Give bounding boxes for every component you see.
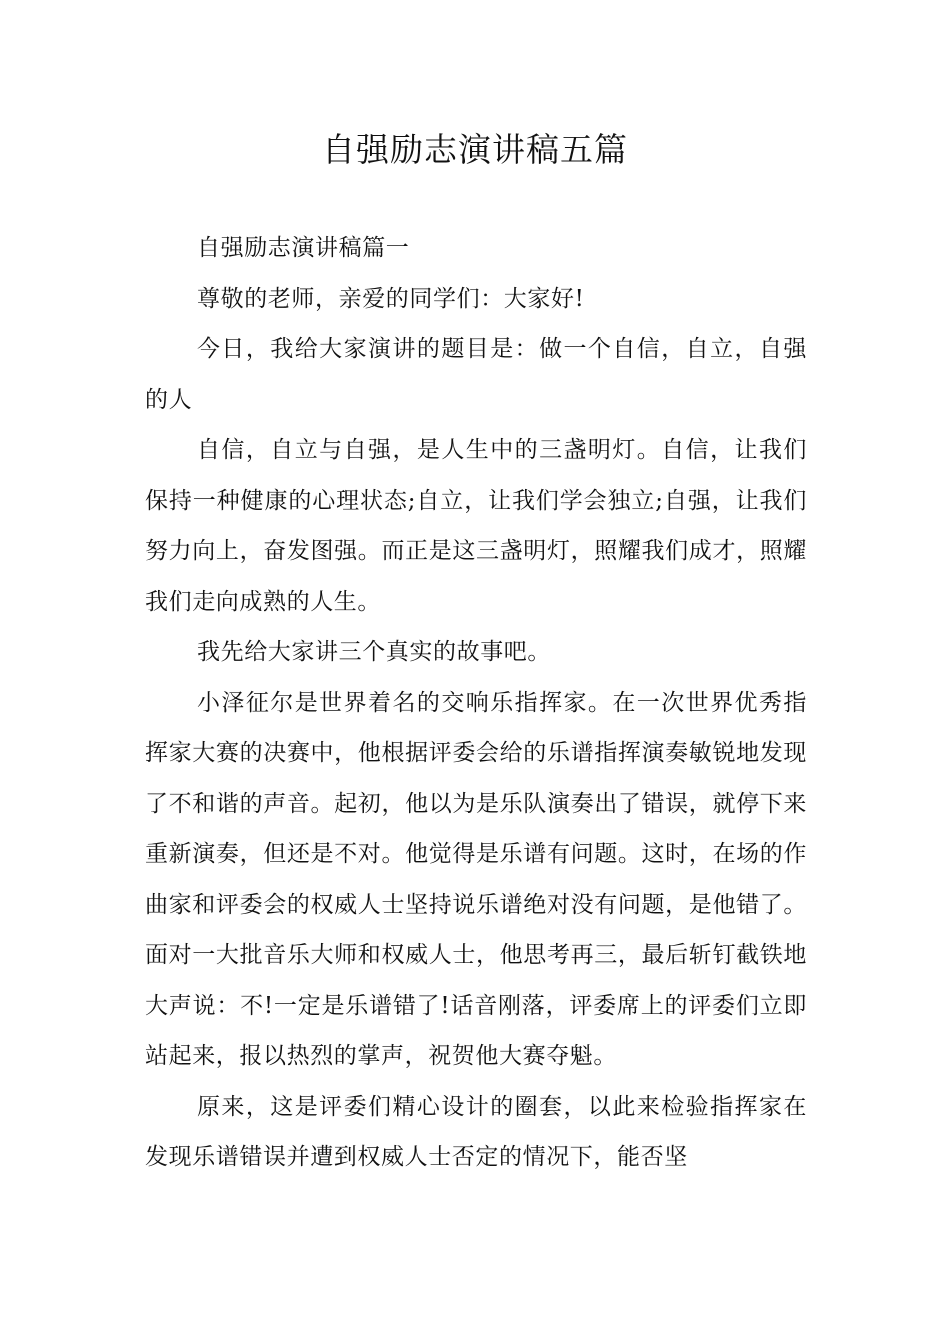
- body-paragraph: 今日，我给大家演讲的题目是：做一个自信，自立，自强的人: [145, 336, 807, 413]
- salutation-paragraph: 尊敬的老师，亲爱的同学们：大家好!: [197, 285, 585, 312]
- body-paragraph: 原来，这是评委们精心设计的圈套，以此来检验指挥家在发现乐谱错误并遭到权威人士否定的情况下，能否坚: [145, 1093, 807, 1170]
- body-paragraph: 小泽征尔是世界着名的交响乐指挥家。在一次世界优秀指挥家大赛的决赛中，他根据评委会给的乐谱指挥演奏敏锐地发现了不和谐的声音。起初，他以为是乐队演奏出了错误，就停下来重新演奏，但还是不对。他觉得是乐谱有问题。这时，在场的作曲家和评委会的权威人士坚持说乐谱绝对没有问题，是他错了。面对一大批音乐大师和权威人士，他思考再三，最后斩钉截铁地大声说：不!一定是乐谱错了!话音刚落，评委席上的评委们立即站起来，报以热烈的掌声，祝贺他大赛夺魁。: [145, 689, 807, 1069]
- section-heading: 自强励志演讲稿篇一: [197, 235, 410, 261]
- body-paragraph: 我先给大家讲三个真实的故事吧。: [197, 639, 551, 665]
- body-paragraph: 自信，自立与自强，是人生中的三盏明灯。自信，让我们保持一种健康的心理状态;自立，让我们学会独立;自强，让我们努力向上，奋发图强。而正是这三盏明灯，照耀我们成才，照耀我们走向成熟的人生。: [145, 437, 807, 615]
- document-body: [145, 223, 807, 1183]
- page-title: 自强励志演讲稿五篇: [322, 130, 628, 169]
